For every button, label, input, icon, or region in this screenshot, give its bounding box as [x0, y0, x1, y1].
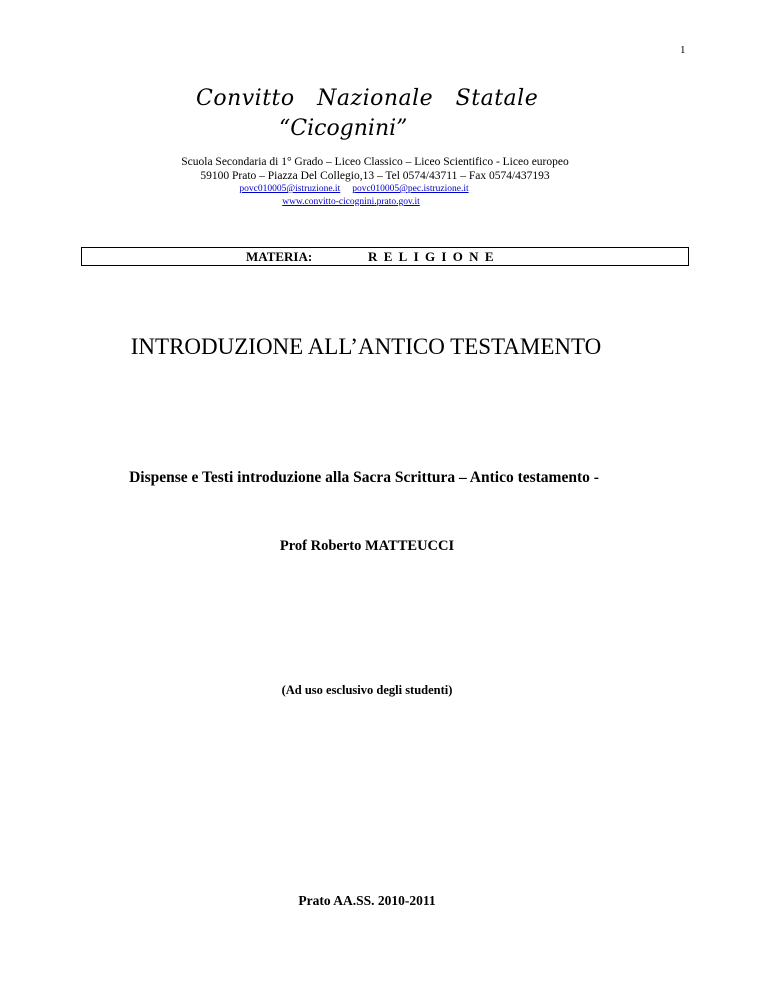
document-subtitle: Dispense e Testi introduzione alla Sacra Scrittura – Antico testamento -	[129, 469, 599, 486]
page-number: 1	[680, 44, 686, 56]
author: Prof Roberto MATTEUCCI	[279, 538, 455, 554]
school-name-cicognini: “Cicognini”	[279, 116, 408, 141]
email-line	[0, 184, 738, 194]
website-line	[0, 197, 735, 207]
usage-note: (Ad uso esclusivo degli studenti)	[281, 683, 453, 697]
document-title: INTRODUZIONE ALL’ANTICO TESTAMENTO	[130, 334, 602, 359]
website-link[interactable]: www.convitto-cicognini.prato.gov.it	[282, 197, 420, 207]
footer-place-year: Prato AA.SS. 2010-2011	[298, 893, 436, 908]
school-address-line: 59100 Prato – Piazza Del Collegio,13 – Tel 0574/43711 – Fax 0574/437193	[200, 170, 550, 182]
subject-value: RELIGIONE	[368, 249, 500, 264]
school-name: Convitto Nazionale Statale	[196, 86, 539, 111]
school-types-line: Scuola Secondaria di 1° Grado – Liceo Classico – Liceo Scientifico - Liceo europeo	[181, 156, 569, 168]
email-link[interactable]: povc010005@istruzione.it	[239, 184, 341, 194]
pec-email-link[interactable]: povc010005@pec.istruzione.it	[352, 184, 469, 194]
subject-label: MATERIA:	[246, 249, 313, 264]
